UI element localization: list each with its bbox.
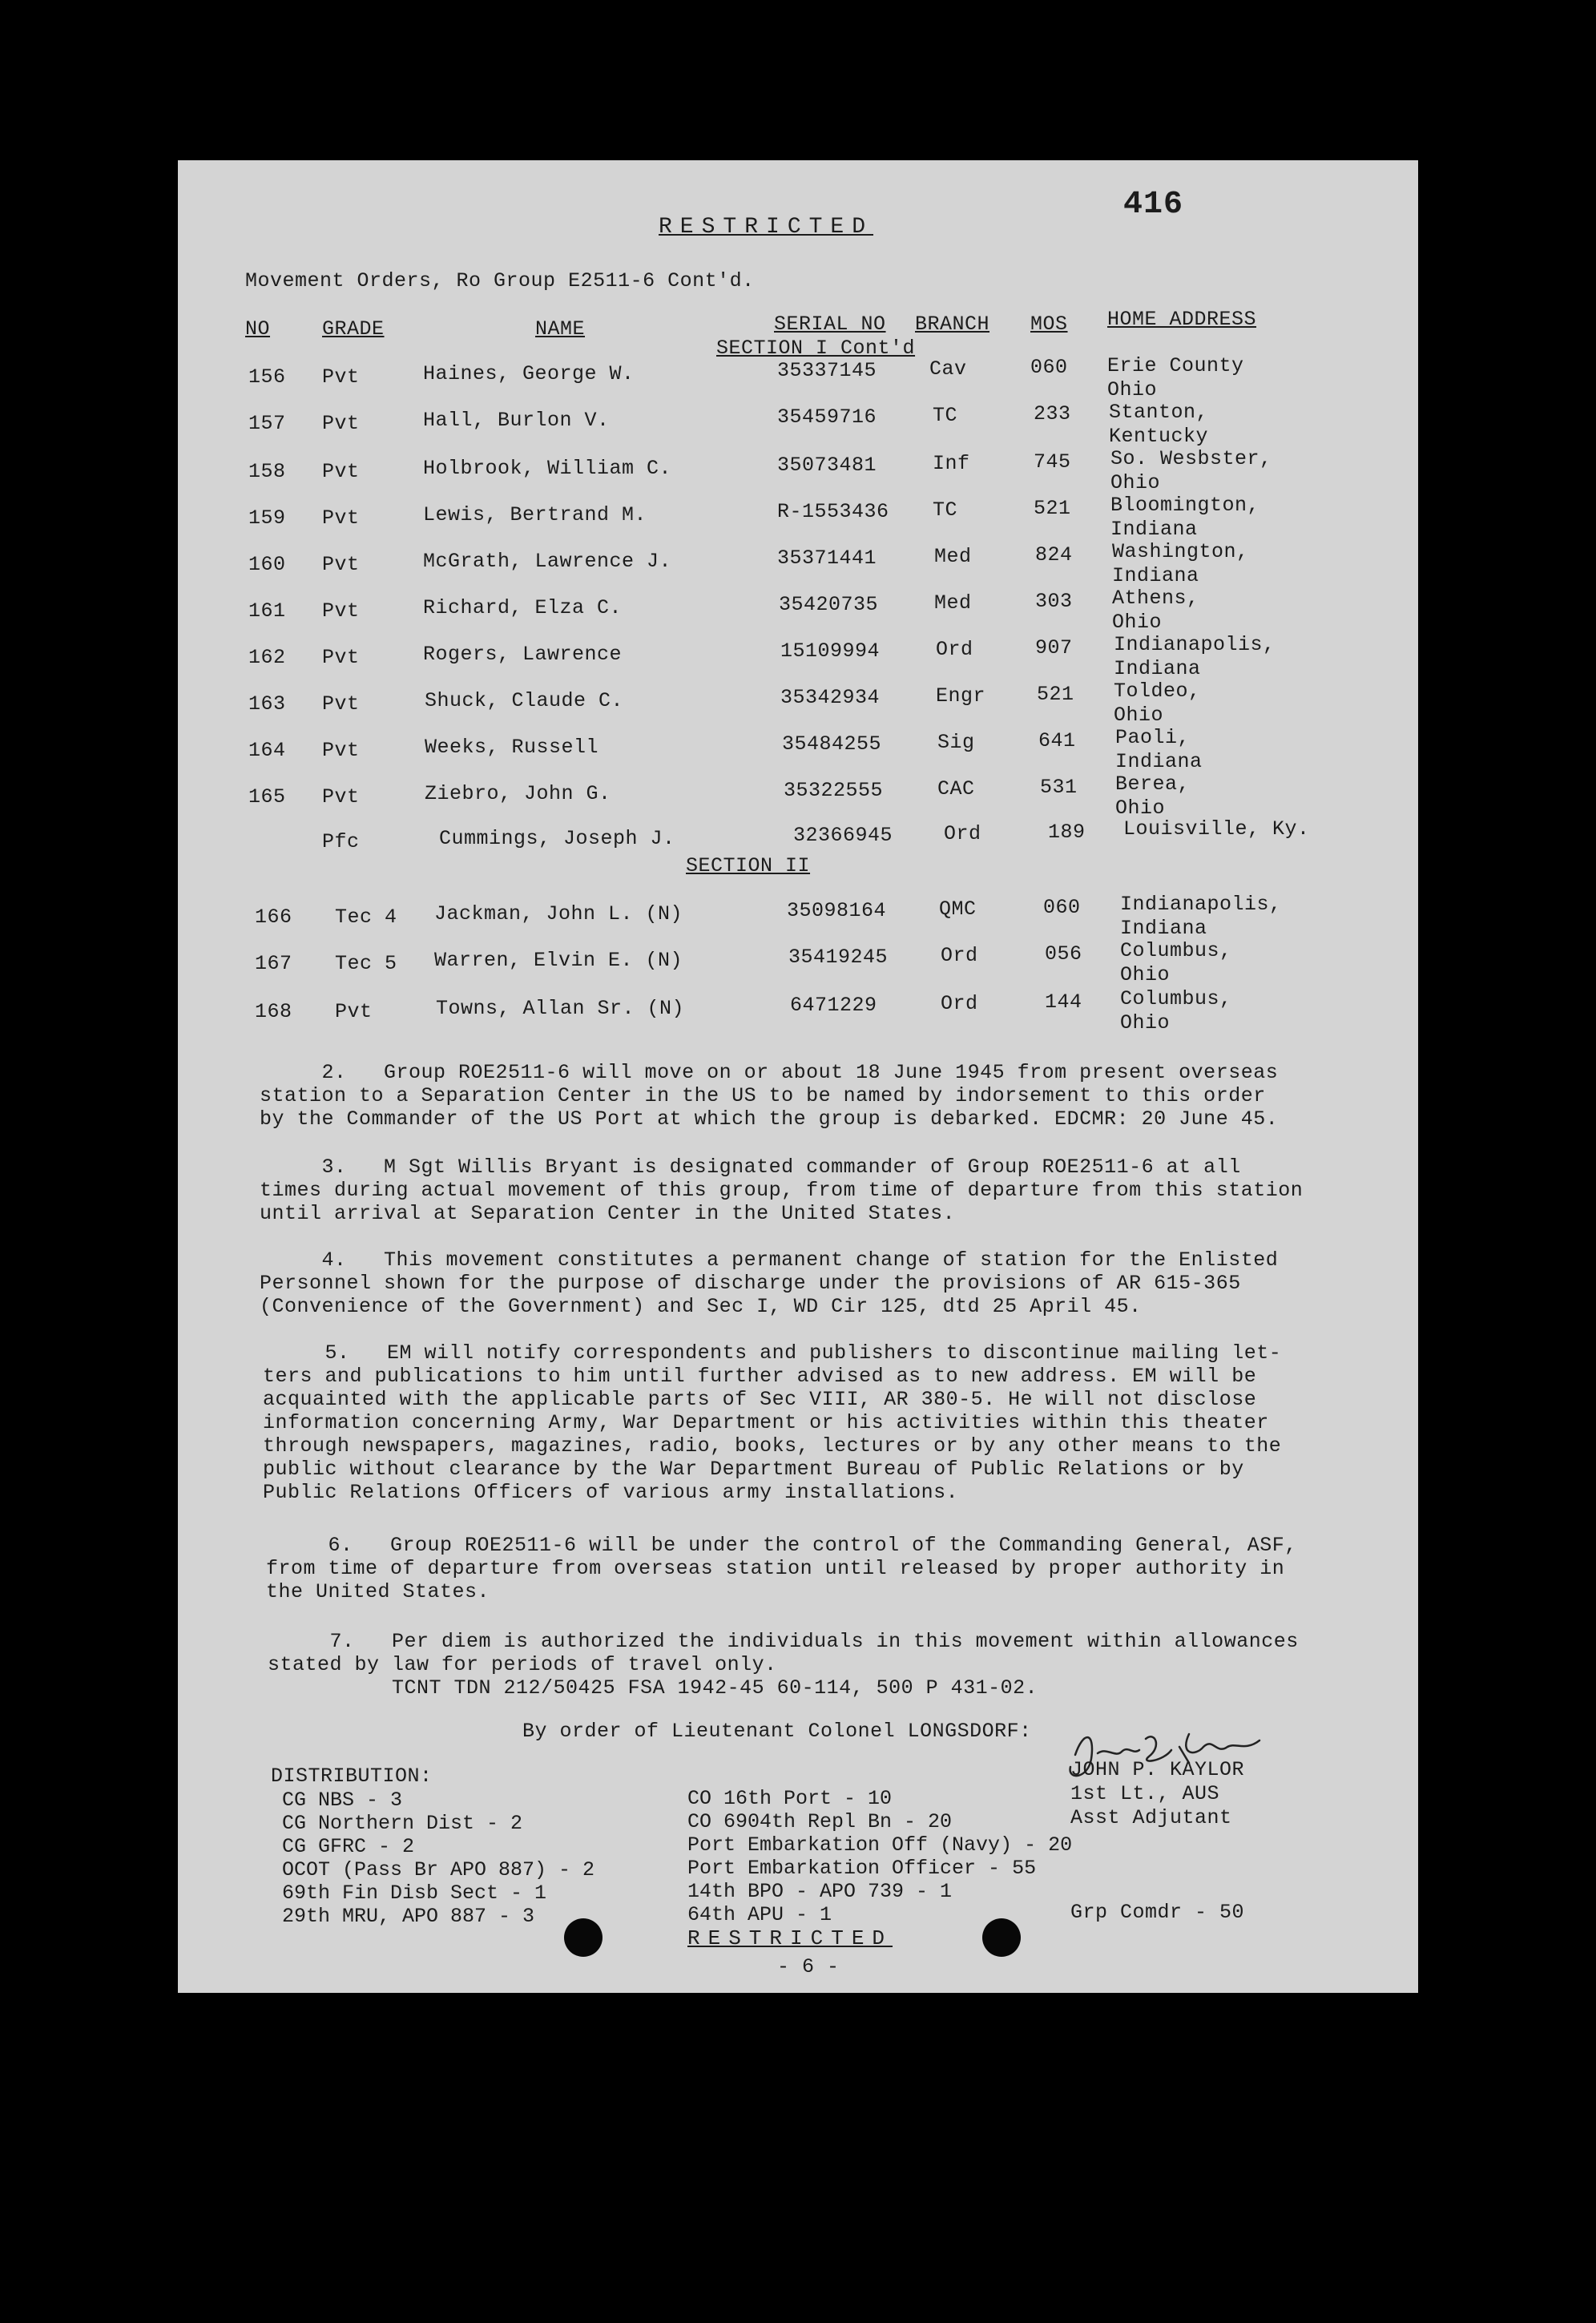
row-serial: 32366945: [793, 824, 893, 847]
row-name: Haines, George W.: [423, 362, 635, 385]
col-header-grade: GRADE: [322, 317, 385, 341]
paragraph-3: 3. M Sgt Willis Bryant is designated commander of Group ROE2511-6 at all times during actual movement of this group, from time of departure from this station until arrival at Separation Center in the United States.: [260, 1155, 1304, 1225]
distribution-item: CG NBS - 3: [282, 1789, 403, 1812]
distribution-item: OCOT (Pass Br APO 887) - 2: [282, 1858, 595, 1881]
row-serial: 15109994: [780, 639, 881, 663]
distribution-list-middle: [687, 1787, 1072, 1926]
row-serial: 35322555: [784, 779, 884, 802]
row-name: Warren, Elvin E. (N): [434, 949, 683, 972]
row-name: Lewis, Bertrand M.: [423, 503, 647, 526]
row-grade: Tec 4: [335, 905, 397, 929]
row-grade: Pvt: [335, 1000, 373, 1023]
document-page: [178, 160, 1418, 1993]
row-no: 167: [255, 952, 292, 975]
row-name: Jackman, John L. (N): [434, 902, 683, 926]
punch-hole-left: [564, 1918, 603, 1957]
row-no: 159: [248, 506, 286, 530]
row-no: 166: [255, 905, 292, 929]
grp-comdr-distribution: Grp Comdr - 50: [1070, 1901, 1245, 1924]
row-mos: 745: [1034, 450, 1071, 474]
row-address-line1: Louisville, Ky.: [1123, 817, 1310, 841]
row-address-line1: Washington,: [1112, 540, 1249, 563]
col-header-branch: BRANCH: [915, 313, 990, 336]
row-address-line1: Erie County: [1107, 354, 1244, 377]
row-name: McGrath, Lawrence J.: [423, 550, 672, 573]
row-address-line2: Indiana: [1110, 518, 1198, 541]
row-serial: 35459716: [777, 405, 877, 429]
row-mos: 233: [1034, 402, 1071, 425]
row-address-line1: Stanton,: [1109, 401, 1209, 424]
row-address-line2: Ohio: [1114, 704, 1164, 727]
row-grade: Pvt: [322, 412, 360, 435]
row-branch: CAC: [937, 777, 975, 801]
section1-label: SECTION I Cont'd: [716, 337, 916, 360]
distribution-item: CO 16th Port - 10: [687, 1787, 893, 1810]
row-serial: 35342934: [780, 686, 881, 709]
row-address-line1: Toldeo,: [1114, 680, 1201, 703]
row-name: Richard, Elza C.: [423, 596, 623, 619]
restricted-footer: RESTRICTED: [687, 1926, 893, 1950]
by-order-line: By order of Lieutenant Colonel LONGSDORF:: [522, 1720, 1032, 1743]
row-branch: Ord: [936, 638, 973, 661]
row-mos: 531: [1040, 776, 1078, 799]
row-mos: 144: [1045, 990, 1082, 1014]
row-mos: 521: [1034, 497, 1071, 520]
row-address-line1: Paoli,: [1115, 726, 1191, 749]
row-mos: 056: [1045, 942, 1082, 966]
row-grade: Pvt: [322, 365, 360, 389]
row-grade: Pvt: [322, 646, 360, 669]
row-grade: Pvt: [322, 599, 360, 623]
row-grade: Pvt: [322, 692, 360, 716]
distribution-item: 64th APU - 1: [687, 1903, 832, 1926]
row-branch: Ord: [941, 944, 978, 967]
col-header-serial: SERIAL NO: [774, 313, 886, 336]
section2-label: SECTION II: [686, 854, 811, 877]
row-grade: Tec 5: [335, 952, 397, 975]
row-address-line2: Kentucky: [1109, 425, 1209, 448]
row-address-line1: Columbus,: [1120, 939, 1232, 962]
distribution-item: 14th BPO - APO 739 - 1: [687, 1880, 953, 1903]
row-mos: 824: [1035, 543, 1073, 567]
row-serial: 35420735: [779, 593, 879, 616]
row-name: Towns, Allan Sr. (N): [436, 997, 685, 1020]
paragraph-6: 6. Group ROE2511-6 will be under the control of the Commanding General, ASF, from time of departure from overseas station until released by proper authority in the United States.: [266, 1534, 1297, 1603]
restricted-header: RESTRICTED: [659, 215, 874, 240]
row-address-line1: Bloomington,: [1110, 494, 1260, 517]
row-address-line2: Ohio: [1120, 1011, 1171, 1034]
row-serial: R-1553436: [777, 500, 889, 523]
distribution-item: CG Northern Dist - 2: [282, 1812, 523, 1835]
row-mos: 303: [1035, 590, 1073, 613]
paragraph-2: 2. Group ROE2511-6 will move on or about 18 June 1945 from present overseas station to a Separation Center in the US to be named by indorsement to this order by the Commander of the US Port at which the group is debarked. EDCMR: 20 June 45.: [260, 1061, 1279, 1131]
row-address-line2: Ohio: [1112, 611, 1163, 634]
row-grade: Pvt: [322, 739, 360, 762]
row-address-line2: Indiana: [1112, 564, 1199, 587]
row-no: 158: [248, 460, 286, 483]
col-header-mos: MOS: [1030, 313, 1068, 336]
row-no: 168: [255, 1000, 292, 1023]
distribution-list-left: [282, 1789, 594, 1928]
row-address-line2: Ohio: [1107, 378, 1158, 401]
row-address-line1: Indianapolis,: [1114, 633, 1276, 656]
row-no: 162: [248, 646, 286, 669]
paragraph-5: 5. EM will notify correspondents and publishers to discontinue mailing let- ters and publications to him until further advised as to new address. EM will be acquainted with the applicable parts of Sec VIII, AR 380-5. He will not disclose information concerning Army, War Department or his activities within this theater through newspapers, magazines, radio, books, lectures or by any other means to the public without clearance by the War Department Bureau of Public Relations or by Public Relations Officers of various army installations.: [263, 1341, 1282, 1504]
row-no: 160: [248, 553, 286, 576]
distribution-item: CG GFRC - 2: [282, 1835, 415, 1858]
row-mos: 521: [1037, 683, 1074, 706]
distribution-title: DISTRIBUTION:: [271, 1764, 433, 1788]
signatory-rank: 1st Lt., AUS: [1070, 1782, 1220, 1805]
row-branch: Ord: [944, 822, 981, 845]
row-no: 163: [248, 692, 286, 716]
distribution-item: 29th MRU, APO 887 - 3: [282, 1905, 535, 1928]
row-address-line2: Ohio: [1110, 471, 1161, 494]
row-grade: Pfc: [322, 830, 360, 853]
row-name: Shuck, Claude C.: [425, 689, 624, 712]
row-branch: Engr: [936, 684, 986, 708]
col-header-no: NO: [245, 317, 271, 341]
row-mos: 060: [1030, 356, 1068, 379]
signatory-name: JOHN P. KAYLOR: [1070, 1758, 1245, 1781]
footer-page-number: - 6 -: [777, 1955, 840, 1978]
row-no: 157: [248, 412, 286, 435]
paragraph-4: 4. This movement constitutes a permanent change of station for the Enlisted Personnel shown for the purpose of discharge under the provisions of AR 615-365 (Convenience of the Government) and Sec I, WD Cir 125, dtd 25 April 45.: [260, 1248, 1279, 1318]
distribution-item: CO 6904th Repl Bn - 20: [687, 1810, 953, 1833]
row-name: Weeks, Russell: [425, 736, 599, 759]
col-header-home-address: HOME ADDRESS: [1107, 308, 1257, 331]
row-mos: 189: [1048, 821, 1086, 844]
row-name: Hall, Burlon V.: [423, 409, 610, 432]
row-serial: 35484255: [782, 732, 882, 756]
row-no: 161: [248, 599, 286, 623]
row-serial: 6471229: [790, 994, 877, 1017]
row-serial: 35419245: [788, 946, 889, 969]
row-no: 165: [248, 785, 286, 809]
row-name: Holbrook, William C.: [423, 457, 672, 480]
row-address-line2: Indiana: [1120, 917, 1207, 940]
row-branch: TC: [933, 404, 958, 427]
row-branch: QMC: [939, 897, 977, 921]
distribution-item: Port Embarkation Off (Navy) - 20: [687, 1833, 1073, 1857]
row-branch: Sig: [937, 731, 975, 754]
row-serial: 35371441: [777, 546, 877, 570]
page-number: 416: [1123, 187, 1184, 223]
row-name: Rogers, Lawrence: [423, 643, 623, 666]
row-address-line2: Indiana: [1114, 657, 1201, 680]
document-subtitle: Movement Orders, Ro Group E2511-6 Cont'd.: [245, 269, 755, 292]
row-grade: Pvt: [322, 506, 360, 530]
row-name: Ziebro, John G.: [425, 782, 611, 805]
row-address-line1: Columbus,: [1120, 987, 1232, 1010]
paragraph-7: 7. Per diem is authorized the individuals in this movement within allowances stated by law for periods of travel only. TCNT TDN 212/50425 FSA 1942-45 60-114, 500 P 431-02.: [268, 1630, 1299, 1700]
row-address-line2: Indiana: [1115, 750, 1203, 773]
row-address-line2: Ohio: [1115, 797, 1166, 820]
row-serial: 35098164: [787, 899, 887, 922]
row-grade: Pvt: [322, 460, 360, 483]
row-serial: 35073481: [777, 454, 877, 477]
row-no: 164: [248, 739, 286, 762]
signatory-title: Asst Adjutant: [1070, 1806, 1232, 1829]
punch-hole-right: [982, 1918, 1021, 1957]
row-no: 156: [248, 365, 286, 389]
row-branch: Cav: [929, 357, 967, 381]
row-mos: 907: [1035, 636, 1073, 659]
row-branch: TC: [933, 498, 958, 522]
row-address-line1: Athens,: [1112, 587, 1199, 610]
row-name: Cummings, Joseph J.: [439, 827, 675, 850]
row-serial: 35337145: [777, 359, 877, 382]
row-branch: Med: [934, 545, 972, 568]
row-address-line1: So. Wesbster,: [1110, 447, 1272, 470]
row-branch: Inf: [933, 452, 970, 475]
distribution-item: 69th Fin Disb Sect - 1: [282, 1881, 547, 1905]
row-mos: 060: [1043, 896, 1081, 919]
col-header-name: NAME: [535, 317, 586, 341]
row-branch: Ord: [941, 992, 978, 1015]
row-address-line1: Indianapolis,: [1120, 893, 1282, 916]
row-branch: Med: [934, 591, 972, 615]
row-mos: 641: [1038, 729, 1076, 752]
row-address-line2: Ohio: [1120, 963, 1171, 986]
distribution-item: Port Embarkation Officer - 55: [687, 1857, 1037, 1880]
row-grade: Pvt: [322, 553, 360, 576]
row-grade: Pvt: [322, 785, 360, 809]
row-address-line1: Berea,: [1115, 772, 1191, 796]
